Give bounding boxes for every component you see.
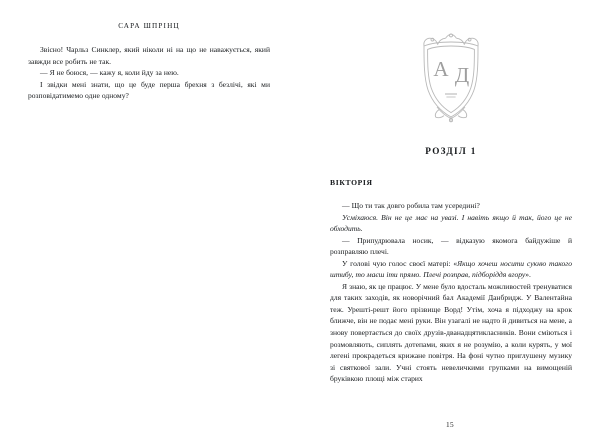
quote-lead: У голові чую голос своєї матері: « <box>342 258 458 268</box>
quote-tail: ». <box>525 270 531 280</box>
paragraph: Звісно! Чарльз Синклер, який ніколи ні на що не наважується, який завжди все робить не так. <box>28 45 270 66</box>
paragraph: І звідки мені знати, що це буде перша брехня з безлічі, які ми розповідатимемо одне одному? <box>28 79 270 101</box>
running-head-author: САРА ШПРІНЦ <box>118 22 180 30</box>
crest-container <box>330 32 572 128</box>
paragraph-italic <box>330 212 572 235</box>
italic-run: Усміхаюся. Він не це має на увазі. І навіть якщо й так, його це не обходить. <box>330 212 572 234</box>
left-page-body <box>28 44 270 102</box>
crest-letter-right: Д <box>454 63 470 87</box>
paragraph: Я знаю, як це працює. У мене було вдосталь можливостей тренуватися для таких заходів, як новорічний бал Академії Данбридж. У Валентайна теж. Урешті-решт його прізвище Ворд! Утім, хоча я підходжу на крок ближче, він не подає мені руки. Він узагалі не надто й дивиться на мене, а знову повертається до своїх друзів-дванадцятикласників. Вони сміються і розмовляють, сиплять дотепами, яких я не розумію, а коли курять, у мої легені прокрадеться крижане повітря. На фоні чутно приглушену музику зі святкової зали. Учні стоять невеличкими групками на вимощеній бруківкою площі між старих <box>330 281 572 384</box>
academy-crest-icon <box>415 32 487 124</box>
paragraph: — Що ти так довго робила там усередині? <box>342 201 480 210</box>
paragraph-quote <box>330 258 572 281</box>
page-number: 15 <box>445 420 455 429</box>
crest-letter-left: А <box>433 57 449 81</box>
paragraph: — Я не боюся, — кажу я, коли йду за нею. <box>40 68 179 78</box>
quote-italic: Якщо хочеш носити сукню такого штибу, то маєш іти прямо. Плечі розправ, підборіддя вгору <box>330 258 573 280</box>
right-page-body <box>330 200 572 385</box>
paragraph: — Припудрювала носик, — відказую якомога байдужіше й розправляю плечі. <box>330 235 572 257</box>
pov-heading: ВІКТОРІЯ <box>330 178 373 187</box>
chapter-title: РОЗДІЛ 1 <box>425 146 477 156</box>
right-page <box>300 0 600 443</box>
